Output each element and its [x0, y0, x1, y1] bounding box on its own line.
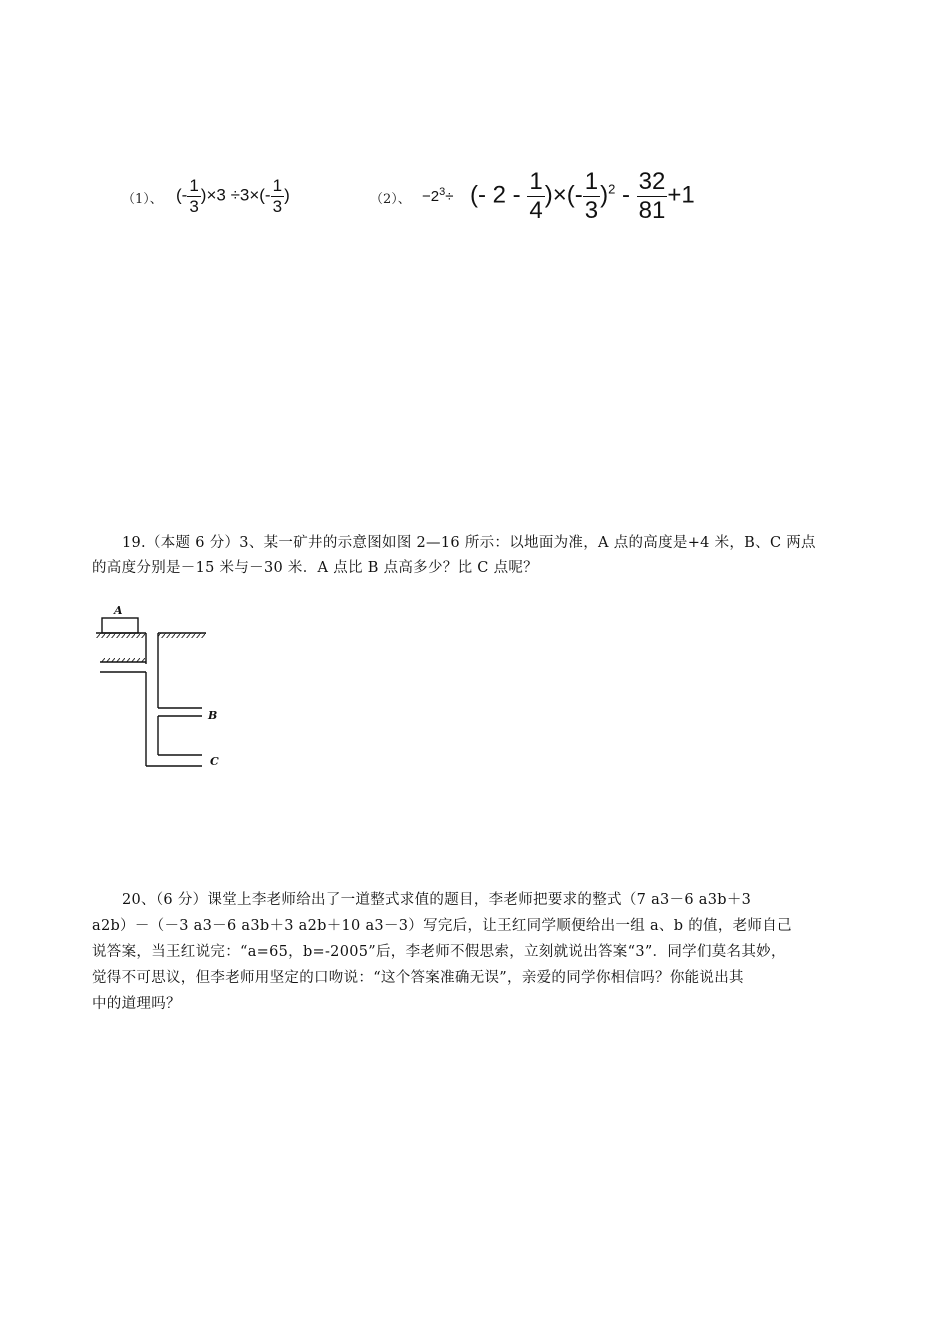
point-a-box	[102, 618, 138, 633]
expr1-fraction-1	[187, 176, 200, 216]
expr2-frac3-den: 81	[638, 196, 666, 224]
expr1-close: )	[284, 185, 290, 205]
expr2-plus-one: +1	[667, 181, 695, 209]
problem20-line5: 中的道理吗？	[92, 996, 181, 1012]
expr2-fraction-2	[583, 168, 600, 224]
expr2-frac3-num: 32	[638, 168, 666, 195]
expr2-close-exp: 2	[608, 181, 616, 197]
expr1-mid: )×3 ÷3×(-	[200, 185, 271, 205]
label-c: C	[210, 755, 219, 768]
expr2-frac1-den: 4	[529, 196, 543, 224]
mine-shaft-figure	[90, 598, 240, 778]
expr2-minus: -	[621, 181, 630, 209]
expr2-frac1-num: 1	[529, 168, 543, 195]
expression-part1	[176, 176, 290, 216]
expr2-open: (- 2 -	[470, 181, 521, 209]
expr1-frac2-num: 1	[272, 176, 283, 195]
label-a: A	[114, 604, 123, 617]
expr2-lead-exp: 3	[439, 186, 446, 198]
expr2-frac2-num: 1	[584, 168, 599, 195]
ground-hatch-left	[96, 633, 146, 638]
part1-label: （1）、	[122, 192, 163, 207]
expr2-frac2-den: 3	[584, 196, 599, 224]
part2-label: （2）、	[370, 192, 411, 207]
expr2-fraction-1	[527, 168, 544, 224]
expr1-frac1-num: 1	[189, 176, 199, 195]
expr2-fraction-3	[637, 168, 668, 224]
ground-hatch-right	[158, 633, 206, 638]
expression-part2	[470, 168, 695, 224]
expr2-lead-base: −2	[422, 188, 440, 205]
label-b: B	[208, 709, 218, 722]
expr2-close: )	[600, 181, 609, 209]
problem19-line2: 的高度分别是－15 米与－30 米．A 点比 B 点高多少？比 C 点呢？	[92, 560, 538, 576]
expr1-fraction-2	[271, 176, 284, 216]
problem20-line2: a2b）－（－3 a3－6 a3b＋3 a2b＋10 a3－3）写完后，让王红同学顺便给出一组 a、b 的值，老师自己	[92, 918, 792, 934]
expr2-div: ÷	[445, 188, 454, 205]
expr1-frac1-den: 3	[189, 196, 199, 216]
problem20-line3: 说答案，当王红说完：“a=65，b=-2005”后，李老师不假思索，立刻就说出答案“3”．同学们莫名其妙，	[92, 944, 786, 960]
expr1-open: (-	[176, 185, 188, 205]
problem19-line1: 19.（本题 6 分）3、某一矿井的示意图如图 2—16 所示：以地面为准，A 点的高度是+4 米，B、C 两点	[122, 535, 816, 551]
problem20-line1: 20、（6 分）课堂上李老师给出了一道整式求值的题目，李老师把要求的整式（7 a3－6 a3b＋3	[122, 892, 752, 908]
expr2-mid: )×(-	[544, 181, 583, 209]
problem20-line4: 觉得不可思议，但李老师用坚定的口吻说：“这个答案准确无误”，亲爱的同学你相信吗？你能说出其	[92, 970, 744, 986]
expr1-frac2-den: 3	[272, 196, 283, 216]
expr2-lead	[422, 186, 453, 205]
